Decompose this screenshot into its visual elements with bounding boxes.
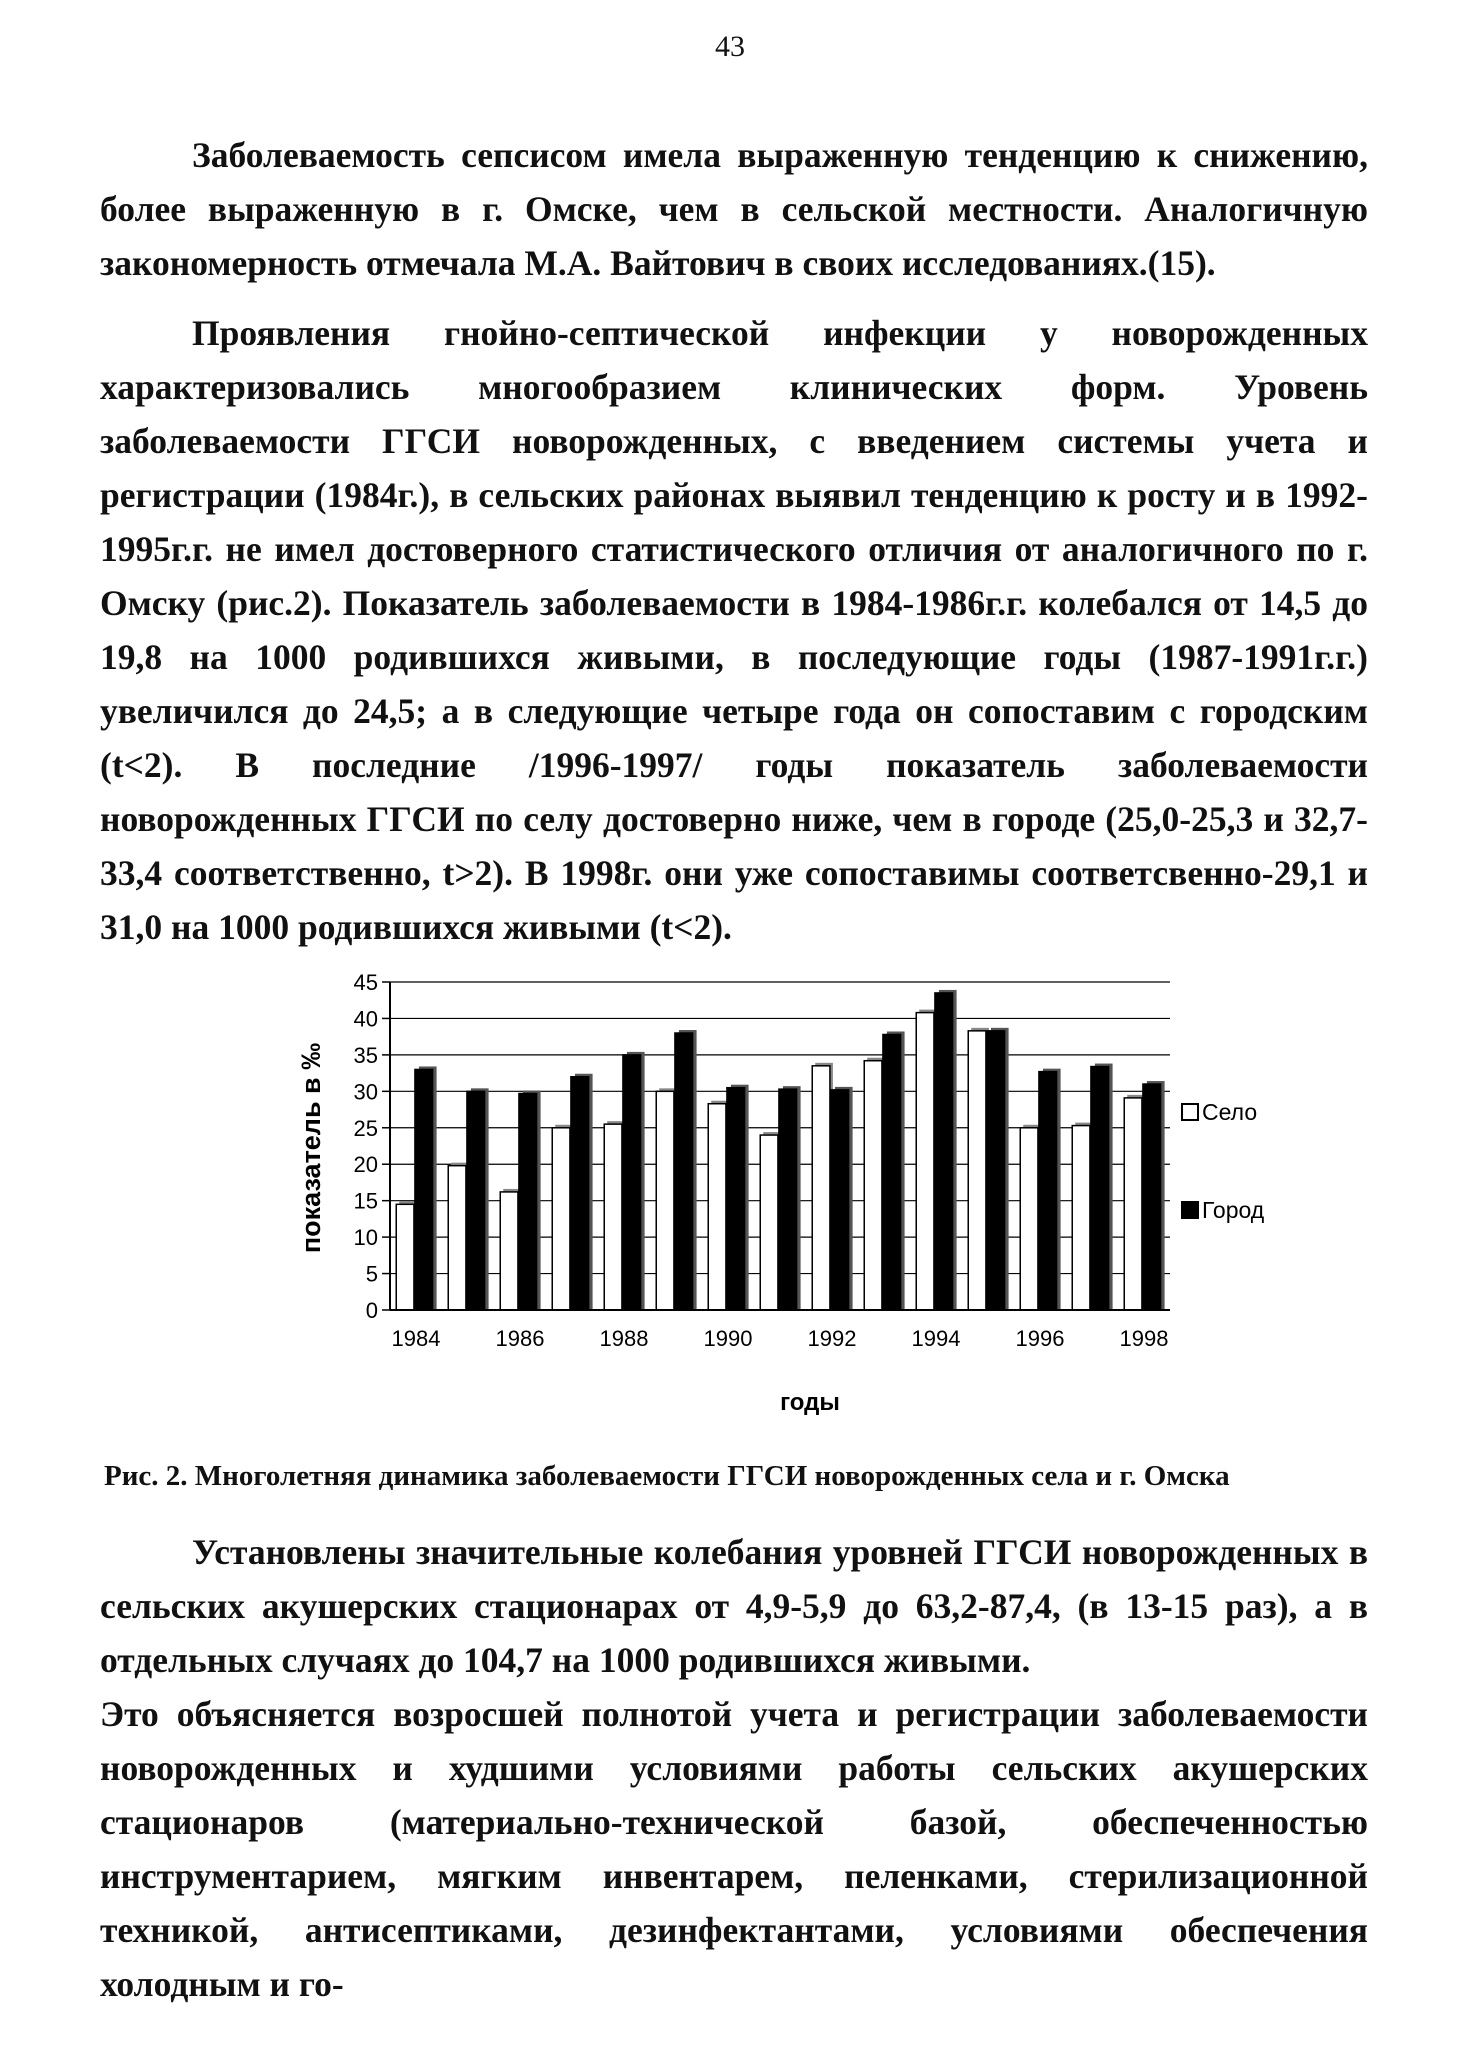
incidence-chart (280, 970, 1300, 1430)
legend-label: Село (1202, 1099, 1258, 1125)
paragraph-fluctuations (100, 1525, 1368, 2011)
y-tick-label: 35 (353, 1042, 378, 1068)
bar-selo (500, 1192, 518, 1310)
y-axis-ticks (354, 970, 390, 1323)
figure-caption: Рис. 2. Многолетняя динамика заболеваемости ГГСИ новорожденных села и г. Омска (104, 1460, 1230, 1492)
bar-gorod (1039, 1072, 1057, 1310)
bar-selo (604, 1124, 622, 1310)
bar-gorod (571, 1077, 589, 1310)
bar-selo (1020, 1128, 1038, 1310)
bar-gorod (831, 1090, 849, 1310)
bar-selo (760, 1135, 778, 1310)
x-tick-label: 1990 (703, 1326, 753, 1351)
paragraph-3b-text: Это объясняется возросшей полнотой учета и регистрации заболеваемости новорожденных и худшими условиями работы сельских акушерских стационаров (материально-технической базой, обеспеченностью инструментарием, мягким инвентарем, пеленками, стерилизационной техникой, антисептиками, дезинфектантами, условиями обеспечения холодным и го- (100, 1694, 1368, 2004)
y-axis-label: показатель в ‰ (296, 1042, 326, 1254)
bar-gorod (415, 1069, 433, 1310)
bar-gorod (467, 1091, 485, 1310)
paragraph-sepsis (100, 128, 1368, 290)
bar-gorod (623, 1055, 641, 1310)
bar-gorod (935, 993, 953, 1310)
bar-gorod (675, 1033, 693, 1310)
bar-gorod (519, 1094, 537, 1310)
y-tick-label: 15 (353, 1188, 378, 1214)
paragraph-ggsi-levels (100, 306, 1368, 954)
x-tick-label: 1994 (911, 1326, 961, 1351)
bar-selo (812, 1066, 830, 1310)
legend-label: Город (1202, 1197, 1265, 1223)
bar-selo (396, 1204, 414, 1310)
x-tick-label: 1996 (1015, 1326, 1065, 1351)
x-axis-label: годы (780, 1389, 840, 1416)
x-tick-label: 1998 (1119, 1326, 1169, 1351)
x-axis-ticks (392, 1326, 1169, 1351)
bar-selo (708, 1104, 726, 1310)
y-tick-label: 30 (353, 1079, 378, 1105)
legend-swatch (1182, 1104, 1198, 1120)
x-tick-label: 1986 (495, 1326, 545, 1351)
bar-selo (1124, 1098, 1142, 1310)
paragraph-2-text: Проявления гнойно-септической инфекции у новорожденных характеризовались многообразием клинических форм. Уровень заболеваемости ГГСИ новорожденных, с введением системы учета и регистрации (1984г.), в сельских районах выявил тенденцию к росту и в 1992-1995г.г. не имел достоверного статистического отличия от аналогичного по г. Омску (рис.2). Показатель заболеваемости в 1984-1986г.г. колебался от 14,5 до 19,8 на 1000 родившихся живыми, в последующие годы (1987-1991г.г.) увеличился до 24,5; а в следующие четыре года он сопоставим с городским (t<2). В последние /1996-1997/ годы показатель заболеваемости новорожденных ГГСИ по селу достоверно ниже, чем в городе (25,0-25,3 и 32,7-33,4 соответственно, t>2). В 1998г. они уже сопоставимы соответсвенно-29,1 и 31,0 на 1000 родившихся живыми (t<2). (100, 313, 1368, 947)
chart-bars (396, 990, 1164, 1310)
x-tick-label: 1992 (807, 1326, 857, 1351)
y-tick-label: 40 (353, 1006, 378, 1032)
y-tick-label: 0 (365, 1298, 378, 1323)
chart-legend (1182, 1099, 1265, 1223)
y-tick-label: 25 (353, 1115, 378, 1141)
bar-gorod (987, 1031, 1005, 1310)
x-tick-label: 1984 (391, 1326, 441, 1351)
bar-selo (656, 1091, 674, 1310)
bar-gorod (1091, 1067, 1109, 1310)
chart-canvas (280, 970, 1300, 1430)
y-tick-label: 5 (365, 1261, 378, 1287)
bar-gorod (779, 1089, 797, 1310)
y-tick-label: 10 (353, 1225, 378, 1251)
bar-gorod (883, 1034, 901, 1310)
bar-gorod (1143, 1084, 1161, 1310)
paragraph-1-text: Заболеваемость сепсисом имела выраженную тенденцию к снижению, более выраженную в г. Омске, чем в сельской местности. Аналогичную закономерность отмечала М.А. Вайтович в своих исследованиях.(15). (100, 135, 1368, 283)
paragraph-3a-text: Установлены значительные колебания уровней ГГСИ новорожденных в сельских акушерских стационарах от 4,9-5,9 до 63,2-87,4, (в 13-15 раз), а в отдельных случаях до 104,7 на 1000 родившихся живыми. (100, 1532, 1368, 1680)
y-tick-label: 20 (353, 1152, 378, 1178)
bar-selo (916, 1013, 934, 1310)
bar-selo (1072, 1126, 1090, 1310)
bar-selo (552, 1128, 570, 1310)
page-number: 43 (715, 30, 745, 63)
legend-swatch (1182, 1202, 1198, 1218)
bar-selo (448, 1166, 466, 1310)
bar-selo (968, 1031, 986, 1310)
bar-gorod (727, 1088, 745, 1310)
y-tick-label: 45 (353, 970, 378, 995)
x-tick-label: 1988 (599, 1326, 649, 1351)
bar-selo (864, 1061, 882, 1310)
